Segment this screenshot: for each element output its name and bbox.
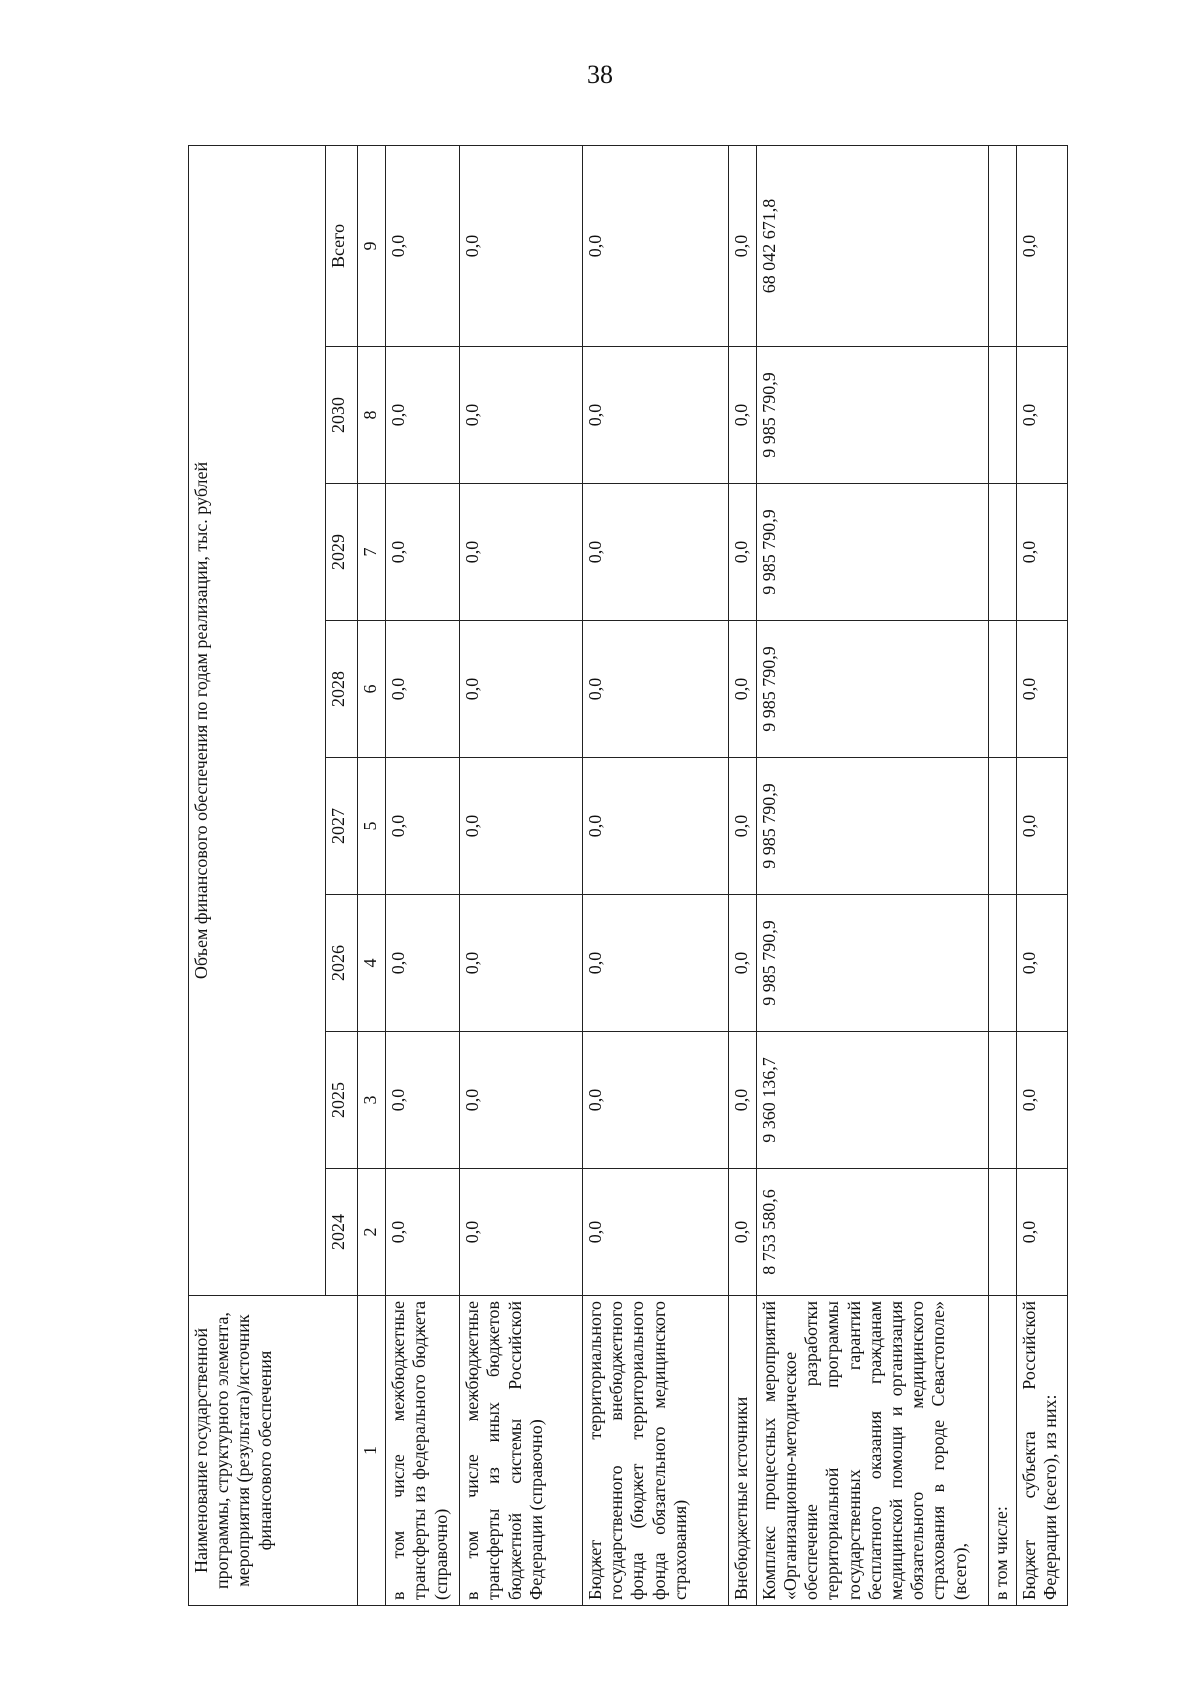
column-number: 7 [358,484,386,621]
header-volume-cell: Объем финансового обеспечения по годам реализации, тыс. рублей [189,145,326,1295]
value-cell: 0,0 [386,1032,460,1169]
value-cell: 0,0 [728,621,756,758]
table-row [728,145,756,1605]
value-cell: 0,0 [386,145,460,346]
value-cell [989,347,1017,484]
value-cell [989,621,1017,758]
column-number: 1 [358,1296,386,1606]
value-cell [989,145,1017,346]
value-cell: 0,0 [582,1169,728,1296]
value-cell: 0,0 [728,145,756,346]
value-cell: 9 360 136,7 [756,1032,989,1169]
row-name: Внебюджетные источники [728,1296,756,1606]
value-cell: 9 985 790,9 [756,621,989,758]
value-cell: 0,0 [460,145,583,346]
value-cell: 0,0 [582,1032,728,1169]
value-cell: 68 042 671,8 [756,145,989,346]
value-cell: 0,0 [728,895,756,1032]
financing-table [188,145,1068,1606]
value-cell: 0,0 [728,758,756,895]
row-name: в том числе межбюджетные трансферты из иных бюджетов бюджетной системы Российской Федерации (справочно) [460,1296,583,1606]
value-cell: 0,0 [728,1169,756,1296]
rotated-table-container [188,146,1068,1606]
row-name: Бюджет территориального государственного внебюджетного фонда (бюджет территориального фонда обязательного медицинского страхования) [582,1296,728,1606]
value-cell: 0,0 [582,621,728,758]
value-cell: 0,0 [1017,621,1068,758]
value-cell [989,895,1017,1032]
year-header: 2029 [325,484,358,621]
value-cell: 0,0 [1017,145,1068,346]
page-number: 38 [587,60,613,89]
value-cell: 0,0 [582,484,728,621]
value-cell [989,1032,1017,1169]
value-cell: 9 985 790,9 [756,347,989,484]
row-name: Комплекс процессных мероприятий «Организационно-методическое обеспечение разработки территориальной программы государственных гарантий бесплатного оказания гражданам медицинской помощи и организация обязательного медицинского страхования в городе Севастополе» (всего), [756,1296,989,1606]
year-header: 2024 [325,1169,358,1296]
value-cell: 0,0 [582,895,728,1032]
value-cell: 0,0 [460,484,583,621]
value-cell: 0,0 [582,145,728,346]
value-cell: 0,0 [582,347,728,484]
value-cell: 0,0 [386,895,460,1032]
table-row [989,145,1017,1605]
value-cell: 0,0 [460,1032,583,1169]
value-cell: 0,0 [460,1169,583,1296]
value-cell: 0,0 [386,621,460,758]
value-cell: 0,0 [728,347,756,484]
column-number: 4 [358,895,386,1032]
row-name: в том числе: [989,1296,1017,1606]
value-cell: 0,0 [460,895,583,1032]
column-number: 8 [358,347,386,484]
table-row [756,145,989,1605]
value-cell: 0,0 [1017,484,1068,621]
year-header: 2030 [325,347,358,484]
column-number: 9 [358,145,386,346]
value-cell: 0,0 [1017,758,1068,895]
value-cell: 0,0 [728,484,756,621]
value-cell: 0,0 [386,484,460,621]
value-cell: 9 985 790,9 [756,895,989,1032]
table-row [582,145,728,1605]
value-cell: 0,0 [728,1032,756,1169]
table-row [386,145,460,1605]
value-cell [989,758,1017,895]
value-cell: 0,0 [1017,895,1068,1032]
value-cell: 0,0 [386,347,460,484]
column-number: 5 [358,758,386,895]
value-cell: 0,0 [1017,347,1068,484]
value-cell: 9 985 790,9 [756,484,989,621]
year-header: 2028 [325,621,358,758]
row-name: в том числе межбюджетные трансферты из федерального бюджета (справочно) [386,1296,460,1606]
column-number: 6 [358,621,386,758]
column-number: 3 [358,1032,386,1169]
header-row [189,145,326,1605]
value-cell: 0,0 [1017,1169,1068,1296]
total-header: Всего [325,145,358,346]
value-cell: 0,0 [460,621,583,758]
column-number: 2 [358,1169,386,1296]
value-cell: 8 753 580,6 [756,1169,989,1296]
value-cell: 0,0 [582,758,728,895]
value-cell: 0,0 [386,1169,460,1296]
value-cell [989,1169,1017,1296]
year-header: 2026 [325,895,358,1032]
year-header: 2025 [325,1032,358,1169]
value-cell: 0,0 [460,347,583,484]
value-cell: 9 985 790,9 [756,758,989,895]
header-name-cell: Наименование государственной программы, структурного элемента, мероприятия (результата)/источник финансового обеспечения [189,1296,358,1606]
value-cell: 0,0 [460,758,583,895]
table-row [460,145,583,1605]
value-cell: 0,0 [386,758,460,895]
row-name: Бюджет субъекта Российской Федерации (всего), из них: [1017,1296,1068,1606]
value-cell [989,484,1017,621]
table-row [1017,145,1068,1605]
column-numbers-row [358,145,386,1605]
year-header: 2027 [325,758,358,895]
value-cell: 0,0 [1017,1032,1068,1169]
